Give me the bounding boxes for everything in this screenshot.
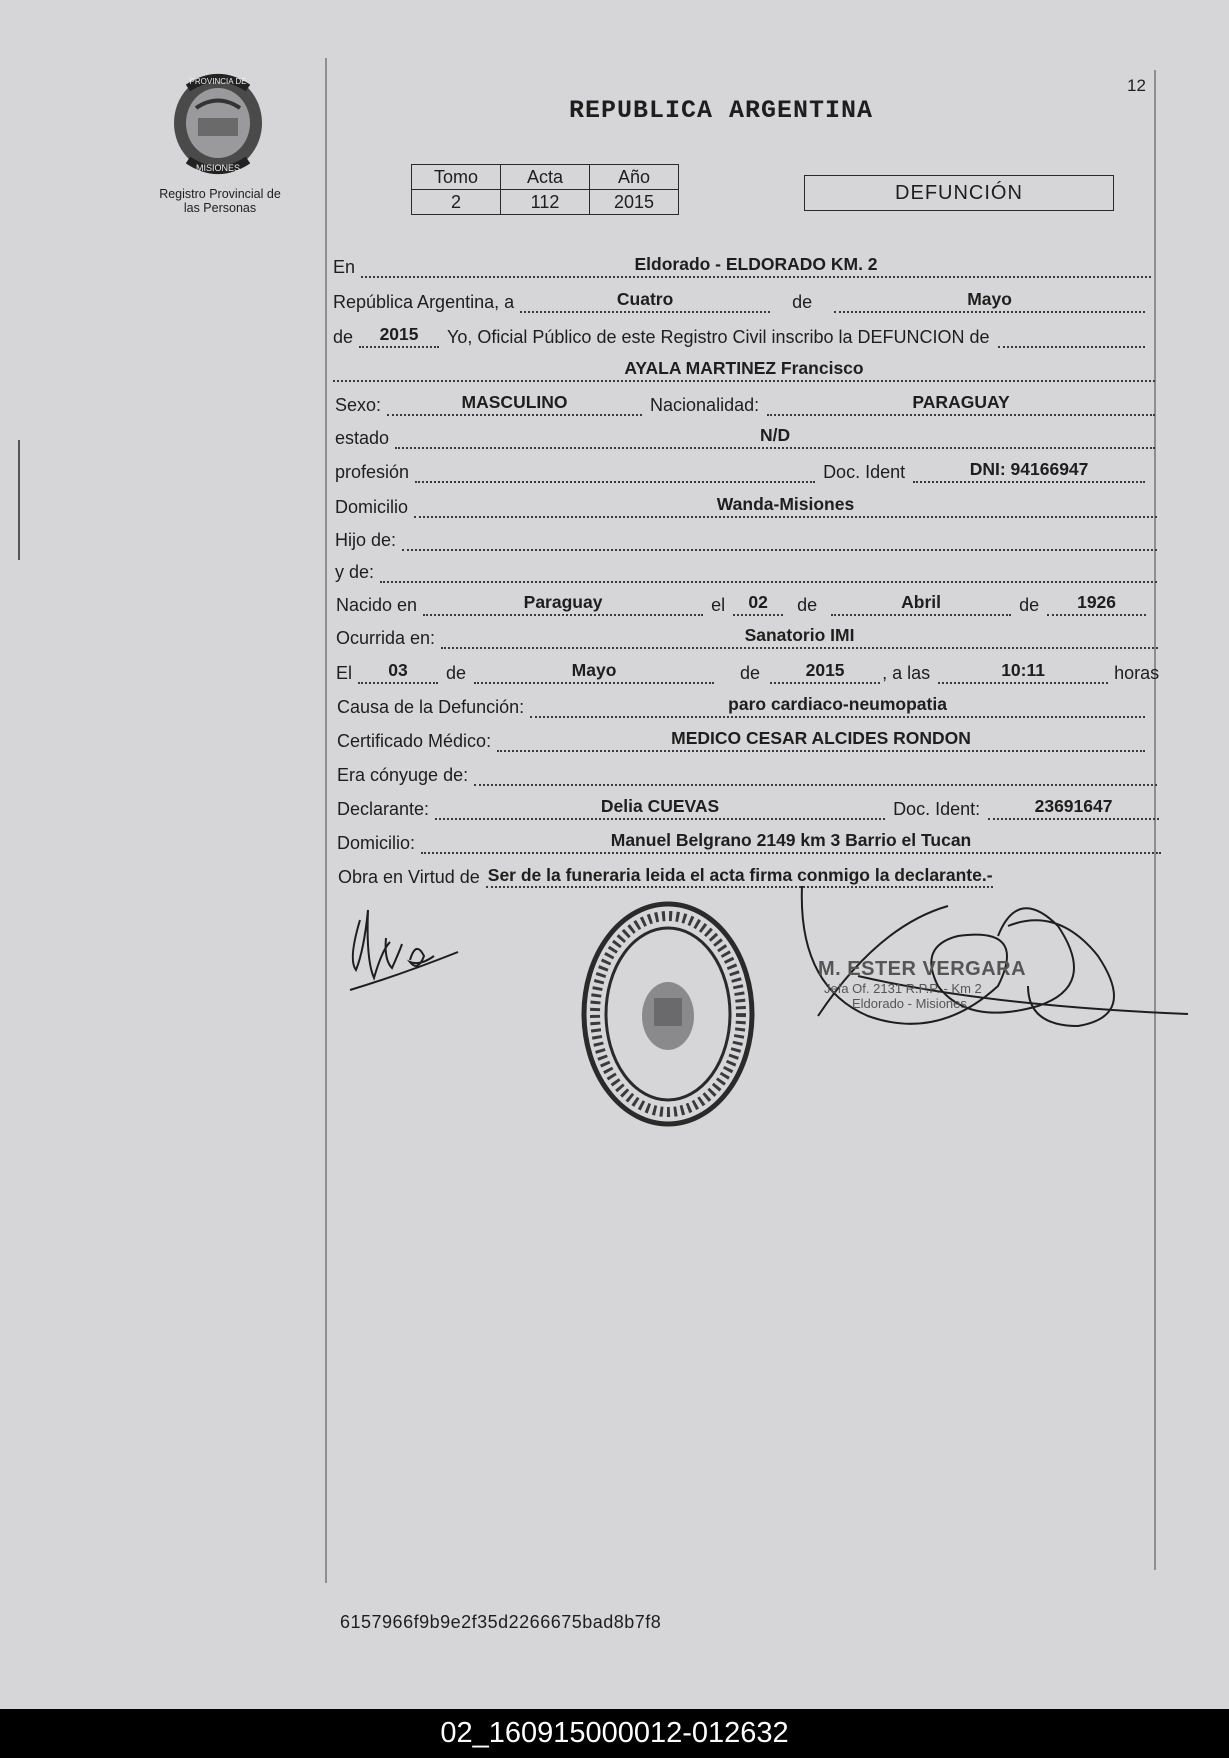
domicilio2-value: Manuel Belgrano 2149 km 3 Barrio el Tucan xyxy=(421,830,1161,854)
en-value: Eldorado - ELDORADO KM. 2 xyxy=(361,254,1151,278)
declarante-value: Delia CUEVAS xyxy=(435,796,885,820)
certificado-value: MEDICO CESAR ALCIDES RONDON xyxy=(497,728,1145,752)
sexo-label: Sexo: xyxy=(335,395,382,415)
document-hash: 6157966f9b9e2f35d2266675bad8b7f8 xyxy=(340,1612,662,1632)
file-id-footer: 02_160915000012-012632 xyxy=(0,1709,1229,1758)
row-yde xyxy=(335,559,1157,583)
yde-label: y de: xyxy=(335,562,375,582)
officer-title: Jefa Of. 2131 R.P.P. - Km 2 xyxy=(824,981,982,996)
de-label-4: de xyxy=(446,663,467,683)
row-sexo xyxy=(335,392,1155,416)
registry-line-2: las Personas xyxy=(183,201,257,215)
el2-label: El xyxy=(336,663,353,683)
binding-mark xyxy=(18,440,20,560)
page-title: REPUBLICA ARGENTINA xyxy=(569,96,874,125)
acta-value: 112 xyxy=(501,190,590,215)
sexo-value: MASCULINO xyxy=(387,392,642,416)
officer-place: Eldorado - Misiones xyxy=(852,996,967,1011)
row-republica xyxy=(333,289,1145,313)
doc2-value: 23691647 xyxy=(988,796,1159,820)
doc-value: DNI: 94166947 xyxy=(913,459,1145,483)
officer-name: M. ESTER VERGARA xyxy=(818,958,1027,980)
mes-value: Mayo xyxy=(834,289,1145,313)
row-declarante xyxy=(337,796,1159,820)
left-margin-line xyxy=(325,58,327,1583)
hora-value: 10:11 xyxy=(938,660,1108,684)
nacionalidad-value: PARAGUAY xyxy=(767,392,1155,416)
nac-anio-value: 1926 xyxy=(1047,592,1146,616)
nacido-value: Paraguay xyxy=(423,592,703,616)
row-estado xyxy=(335,425,1155,449)
acta-header: Acta xyxy=(501,165,590,190)
anio-label: de xyxy=(333,327,354,347)
yo-filler xyxy=(998,324,1145,348)
de-label-1: de xyxy=(792,292,813,312)
yo-text: Yo, Oficial Público de este Registro Civil inscribo la DEFUNCION de xyxy=(447,327,990,347)
nombre-value: AYALA MARTINEZ Francisco xyxy=(333,358,1155,382)
ocurrida-value: Sanatorio IMI xyxy=(441,625,1158,649)
seal-top-text: PROVINCIA DE xyxy=(189,77,247,86)
conyuge-value xyxy=(474,762,1157,786)
estado-value: N/D xyxy=(395,425,1155,449)
anio-inscripcion: 2015 xyxy=(359,324,439,348)
row-certificado xyxy=(337,728,1145,752)
declarante-label: Declarante: xyxy=(337,799,430,819)
nacido-label: Nacido en xyxy=(336,595,418,615)
def-anio-value: 2015 xyxy=(770,660,880,684)
nac-dia-value: 02 xyxy=(733,592,783,616)
estado-label: estado xyxy=(335,428,390,448)
anio-value: 2015 xyxy=(590,190,679,215)
horas-label: horas xyxy=(1114,663,1160,683)
document-type-box: DEFUNCIÓN xyxy=(804,175,1114,211)
yde-value xyxy=(380,559,1157,583)
nacionalidad-label: Nacionalidad: xyxy=(650,395,760,415)
de-label-2: de xyxy=(797,595,818,615)
registry-line-1: Registro Provincial de xyxy=(159,187,281,201)
certificado-label: Certificado Médico: xyxy=(337,731,492,751)
row-hijo xyxy=(335,527,1157,551)
row-domicilio xyxy=(335,494,1157,518)
row-nombre xyxy=(333,358,1155,382)
def-dia-value: 03 xyxy=(358,660,438,684)
profesion-value xyxy=(415,459,815,483)
alas-label: , a las xyxy=(882,663,931,683)
row-domicilio2 xyxy=(337,830,1161,854)
page-number: 12 xyxy=(1127,76,1146,95)
domicilio-label: Domicilio xyxy=(335,497,409,517)
seal-bottom-text: MISIONES xyxy=(195,163,241,173)
republica-label: República Argentina, a xyxy=(333,292,515,312)
doc2-label: Doc. Ident: xyxy=(893,799,981,819)
domicilio2-label: Domicilio: xyxy=(337,833,416,853)
en-label: En xyxy=(333,257,356,277)
def-mes-value: Mayo xyxy=(474,660,714,684)
row-causa xyxy=(337,694,1145,718)
de-label-3: de xyxy=(1019,595,1040,615)
doc-label: Doc. Ident xyxy=(823,462,906,482)
officer-stamp xyxy=(818,958,1026,1011)
hijo-label: Hijo de: xyxy=(335,530,397,550)
row-profesion xyxy=(335,459,1145,483)
obra-label: Obra en Virtud de xyxy=(338,867,480,887)
causa-value: paro cardiaco-neumopatia xyxy=(530,694,1145,718)
ocurrida-label: Ocurrida en: xyxy=(336,628,436,648)
dia-value: Cuatro xyxy=(520,289,770,313)
declarant-signature xyxy=(340,890,470,1000)
tomo-header: Tomo xyxy=(412,165,501,190)
row-conyuge xyxy=(337,762,1157,786)
hijo-value xyxy=(402,527,1157,551)
obra-value: Ser de la funeraria leida el acta firma conmigo la declarante.- xyxy=(486,865,993,888)
el-label: el xyxy=(711,595,726,615)
tomo-value: 2 xyxy=(412,190,501,215)
nac-mes-value: Abril xyxy=(831,592,1011,616)
right-margin-line xyxy=(1154,70,1156,1570)
row-yo xyxy=(333,324,1145,348)
de-label-5: de xyxy=(740,663,761,683)
row-fecha-defuncion xyxy=(336,660,1158,684)
row-nacido xyxy=(336,592,1146,616)
official-seal-stamp xyxy=(578,898,758,1130)
coat-of-arms-icon xyxy=(168,68,268,178)
registry-caption xyxy=(140,187,300,215)
domicilio-value: Wanda-Misiones xyxy=(414,494,1157,518)
profesion-label: profesión xyxy=(335,462,410,482)
row-en xyxy=(333,254,1151,278)
conyuge-label: Era cónyuge de: xyxy=(337,765,469,785)
record-table xyxy=(411,164,679,215)
anio-header: Año xyxy=(590,165,679,190)
row-ocurrida xyxy=(336,625,1158,649)
causa-label: Causa de la Defunción: xyxy=(337,697,525,717)
